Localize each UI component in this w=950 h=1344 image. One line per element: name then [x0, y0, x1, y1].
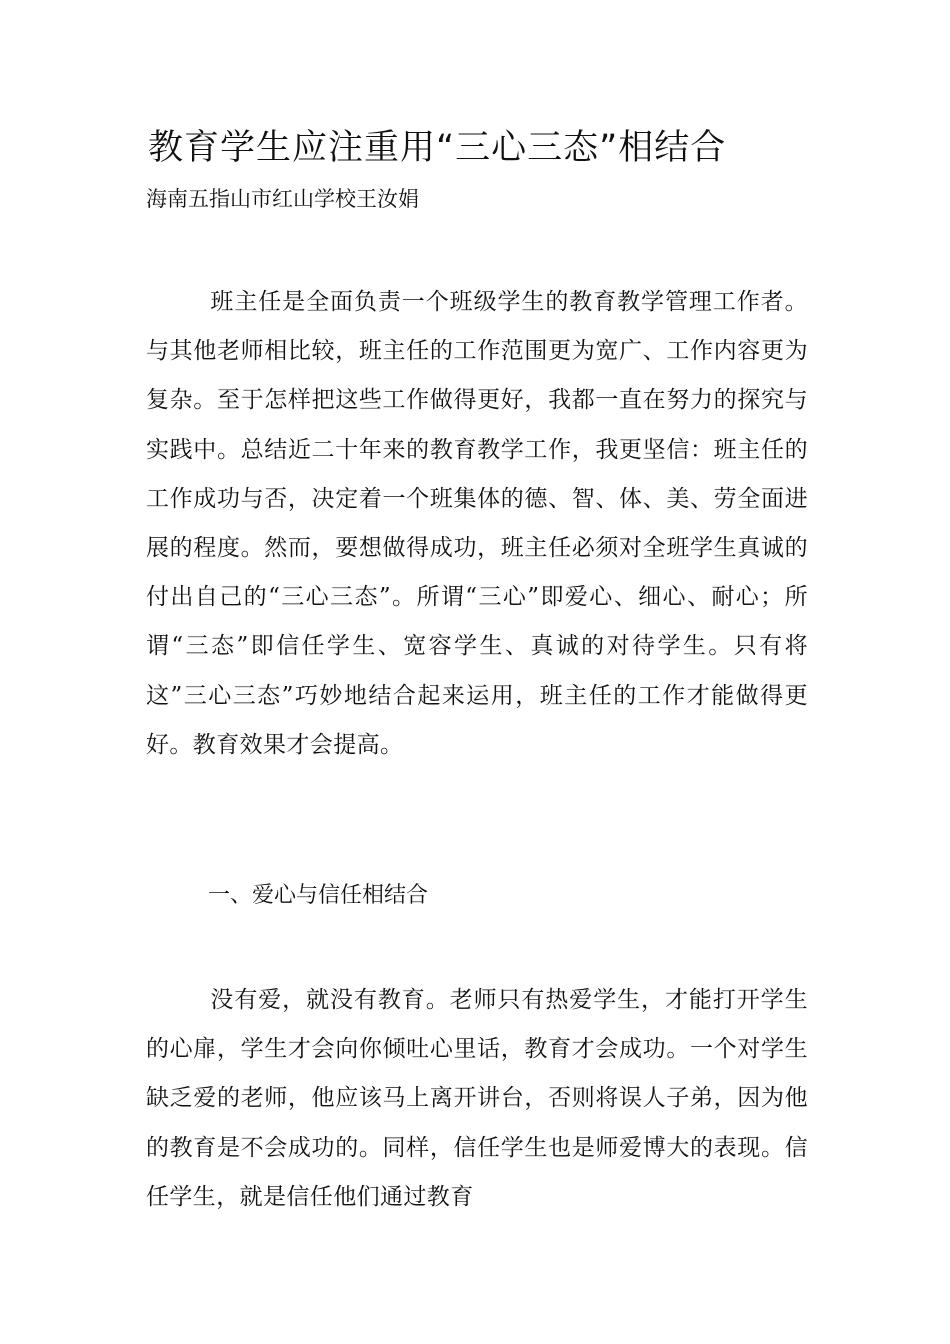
author-line: 海南五指山市红山学校王汝娟: [146, 187, 419, 211]
intro-paragraph: 班主任是全面负责一个班级学生的教育教学管理工作者。与其他老师相比较，班主任的工作范围更为宽广、工作内容更为复杂。至于怎样把这些工作做得更好，我都一直在努力的探究与实践中。总结近二十年来的教育教学工作，我更坚信：班主任的工作成功与否，决定着一个班集体的德、智、体、美、劳全面进展的程度。然而，要想做得成功，班主任必须对全班学生真诚的付出自己的“三心三态”。所谓“三心”即爱心、细心、耐心；所谓“三态”即信任学生、宽容学生、真诚的对待学生。只有将这”三心三态”巧妙地结合起来运用，班主任的工作才能做得更好。教育效果才会提高。: [146, 289, 808, 758]
section-heading: 一、爱心与信任相结合: [208, 883, 429, 908]
section-paragraph: 没有爱，就没有教育。老师只有热爱学生，才能打开学生的心扉，学生才会向你倾吐心里话，教育才会成功。一个对学生缺乏爱的老师，他应该马上离开讲台，否则将误人子弟，因为他的教育是不会成功的。同样，信任学生也是师爱博大的表现。信任学生，就是信任他们通过教育: [146, 987, 808, 1210]
document-title: 教育学生应注重用“三心三态”相结合: [148, 128, 727, 168]
